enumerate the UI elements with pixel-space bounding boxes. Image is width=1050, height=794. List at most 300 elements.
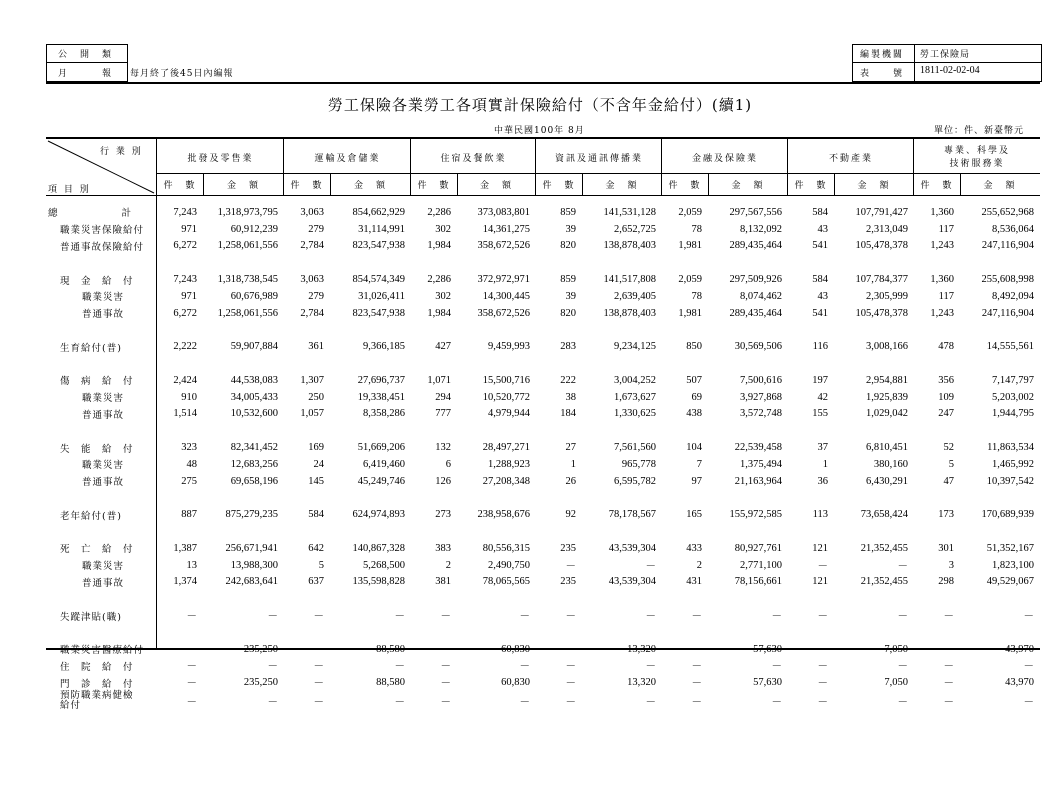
cell-count: 850 [686,341,702,353]
cell-count: 43 [817,223,828,235]
row-label: 門 診 給 付 [60,678,134,690]
cell-count: 2 [445,559,451,571]
cell-amount: 8,132,092 [740,223,782,235]
cell-count: － [817,661,828,673]
table-row [46,204,1040,221]
cell-count: 1,360 [930,206,954,218]
cell-count: 279 [308,223,324,235]
table-row [46,238,1040,255]
table-row [46,439,1040,456]
cell-count: － [565,611,576,623]
cell-count: 642 [308,542,324,554]
cell-count: 69 [691,391,702,403]
cell-amount: 380,160 [873,458,908,470]
cell-count: 507 [686,374,702,386]
spacer-row [46,355,1040,372]
report-date: 中華民國100年 8月 [494,126,585,136]
cell-count: 584 [812,206,828,218]
header-agency-label: 編製機關 [860,50,905,60]
cell-amount: 141,531,128 [603,206,656,218]
cell-amount: 256,671,941 [225,542,278,554]
cell-count: 1,307 [300,374,324,386]
cell-count: 169 [308,442,324,454]
cell-amount: 78,178,567 [608,509,656,521]
cell-count: 637 [308,576,324,588]
cell-amount: 138,878,403 [603,307,656,319]
cell-count: 777 [435,408,451,420]
cell-count: 97 [691,475,702,487]
cell-amount: 6,419,460 [363,458,405,470]
sub-header-amount: 金 額 [983,181,1017,191]
cell-count: 910 [181,391,197,403]
cell-count: 1,374 [173,576,197,588]
cell-count: 109 [938,391,954,403]
cell-count: 132 [435,442,451,454]
cell-amount: 140,867,328 [352,542,405,554]
table-row [46,674,1040,691]
cell-count: 2,059 [678,206,702,218]
cell-amount: 135,598,828 [352,576,405,588]
cell-count: 26 [565,475,576,487]
cell-amount: 1,944,795 [992,408,1034,420]
cell-amount: 7,500,616 [740,374,782,386]
table-row [46,338,1040,355]
spacer-row [46,254,1040,271]
table-row [46,406,1040,423]
page-title: 勞工保險各業勞工各項實計保險給付（不含年金給付）(續1) [327,96,753,114]
cell-amount: － [645,661,656,673]
cell-amount: 373,083,801 [477,206,530,218]
cell-count: 298 [938,576,954,588]
cell-amount: 3,004,252 [614,374,656,386]
cell-amount: 1,258,061,556 [217,307,278,319]
cell-count: － [186,661,197,673]
cell-amount: 854,662,929 [352,206,405,218]
cell-amount: 255,652,968 [981,206,1034,218]
cell-amount: 4,979,944 [488,408,530,420]
industry-header-5: 不動產業 [828,154,873,164]
cell-count: 1,981 [678,240,702,252]
table-row [46,305,1040,322]
cell-count: － [565,560,576,572]
cell-amount: 1,465,992 [992,458,1034,470]
cell-amount: 7,050 [884,643,908,655]
cell-amount: 8,358,286 [363,408,405,420]
cell-amount: 57,630 [753,677,782,689]
sub-header-count: 件 數 [920,181,954,191]
cell-amount: 1,258,061,556 [217,240,278,252]
cell-amount: 1,029,042 [866,408,908,420]
cell-count: 302 [435,290,451,302]
cell-amount: 13,988,300 [230,559,278,571]
cell-count: 1,071 [427,374,451,386]
cell-count: 113 [812,509,828,521]
header-agency-value: 勞工保險局 [920,50,971,60]
data-table [46,204,1040,711]
cell-count: 36 [817,475,828,487]
cell-count: 2,784 [300,307,324,319]
cell-amount: 8,074,462 [740,290,782,302]
cell-count: － [186,678,197,690]
cell-amount: 2,652,725 [614,223,656,235]
cell-amount: － [394,661,405,673]
cell-count: － [313,678,324,690]
cell-amount: 1,375,494 [740,458,782,470]
cell-amount: 60,830 [501,643,530,655]
row-label: 職業災害 [82,561,125,573]
cell-amount: 88,580 [376,677,405,689]
cell-count: 302 [435,223,451,235]
corner-industry-label: 行 業 別 [100,147,143,157]
cell-count: － [691,611,702,623]
cell-amount: 255,608,998 [981,274,1034,286]
cell-count: 78 [691,290,702,302]
cell-amount: 247,116,904 [981,240,1034,252]
cell-count: 39 [565,223,576,235]
cell-count: － [440,611,451,623]
row-label: 普通事故 [82,309,125,321]
row-label: 預防職業病健檢 給付 [60,690,134,712]
cell-count: 971 [181,223,197,235]
cell-amount: 14,300,445 [482,290,530,302]
cell-count: 39 [565,290,576,302]
cell-amount: 44,538,083 [230,374,278,386]
cell-count: 1,057 [300,408,324,420]
cell-amount: － [267,611,278,623]
cell-count: 117 [938,223,954,235]
industry-header-line2: 技術服務業 [949,159,1005,169]
cell-count: 145 [308,475,324,487]
cell-amount: － [645,560,656,572]
cell-count: － [186,644,197,656]
row-label: 傷 病 給 付 [60,376,134,388]
cell-amount: 2,771,100 [740,559,782,571]
cell-count: 52 [943,442,954,454]
cell-count: 222 [560,374,576,386]
cell-count: － [565,696,576,708]
sub-header-count: 件 數 [794,181,828,191]
cell-count: － [440,678,451,690]
row-label: 普通事故保險給付 [60,241,145,253]
row-label: 現 金 給 付 [60,275,134,287]
spacer-row [46,590,1040,607]
table-row [46,607,1040,624]
cell-amount: 7,561,560 [614,442,656,454]
cell-amount: 358,672,526 [477,240,530,252]
cell-amount: 141,517,808 [603,274,656,286]
cell-count: 48 [186,458,197,470]
cell-count: － [943,611,954,623]
cell-amount: 358,672,526 [477,307,530,319]
cell-count: － [691,696,702,708]
cell-count: 356 [938,374,954,386]
cell-count: 1,243 [930,307,954,319]
cell-amount: 1,925,839 [866,391,908,403]
table-subheader-rule [157,173,1040,174]
cell-count: 2,784 [300,240,324,252]
cell-count: － [691,661,702,673]
cell-amount: 105,478,378 [855,240,908,252]
cell-amount: 9,234,125 [614,341,656,353]
table-row [46,372,1040,389]
cell-amount: 372,972,971 [477,274,530,286]
table-row [46,557,1040,574]
cell-amount: 10,520,772 [482,391,530,403]
cell-amount: 59,907,884 [230,341,278,353]
header-left-divider [46,62,128,63]
industry-header-4: 金融及保險業 [691,154,758,164]
cell-amount: 238,958,676 [477,509,530,521]
cell-amount: － [897,611,908,623]
cell-amount: 60,830 [501,677,530,689]
cell-count: 273 [435,509,451,521]
sub-header-count: 件 數 [417,181,451,191]
sub-header-amount: 金 額 [353,181,387,191]
cell-count: 6,272 [173,240,197,252]
sub-header-count: 件 數 [542,181,576,191]
cell-count: 541 [812,240,828,252]
industry-header-6 [914,143,1040,169]
cell-amount: 1,288,923 [488,458,530,470]
cell-amount: 289,435,464 [729,240,782,252]
table-row [46,389,1040,406]
cell-amount: － [519,661,530,673]
spacer-row [46,322,1040,339]
table-row [46,221,1040,238]
sub-header-amount: 金 額 [226,181,260,191]
cell-amount: 73,658,424 [860,509,908,521]
row-label: 失 能 給 付 [60,443,134,455]
cell-amount: 3,008,166 [866,341,908,353]
cell-amount: － [897,661,908,673]
cell-count: － [565,661,576,673]
cell-amount: 1,318,973,795 [217,206,278,218]
header-public-label: 公 開 類 [58,50,114,60]
cell-count: 121 [812,542,828,554]
cell-count: － [313,611,324,623]
cell-amount: 31,026,411 [358,290,405,302]
cell-count: 173 [938,509,954,521]
cell-count: － [440,696,451,708]
cell-amount: 69,658,196 [230,475,278,487]
header-table-no-label: 表 號 [860,69,905,79]
cell-amount: 21,352,455 [860,542,908,554]
table-row [46,540,1040,557]
cell-amount: － [771,661,782,673]
cell-count: 247 [938,408,954,420]
cell-amount: 1,330,625 [614,408,656,420]
cell-amount: 80,556,315 [482,542,530,554]
cell-amount: 170,689,939 [981,509,1034,521]
header-baseline [46,82,1040,84]
header-right-divider [852,62,1042,63]
cell-count: 1,387 [173,542,197,554]
unit-note: 單位：件、新臺幣元 [934,126,1025,136]
cell-amount: 2,313,049 [866,223,908,235]
cell-amount: － [519,611,530,623]
cell-count: 584 [308,509,324,521]
cell-amount: 43,970 [1005,643,1034,655]
header-right-vsep [914,44,915,82]
cell-count: 2,286 [427,274,451,286]
cell-amount: 6,430,291 [866,475,908,487]
industry-header-2: 住宿及餐飲業 [440,154,507,164]
cell-count: 1,360 [930,274,954,286]
row-label: 住 院 給 付 [60,661,134,673]
cell-count: 323 [181,442,197,454]
cell-amount: 43,539,304 [608,576,656,588]
cell-amount: － [394,696,405,708]
cell-count: 971 [181,290,197,302]
sub-header-count: 件 數 [290,181,324,191]
row-label: 職業災害 [82,460,125,472]
cell-count: 116 [812,341,828,353]
cell-amount: 235,250 [243,643,278,655]
cell-count: 1,243 [930,240,954,252]
cell-amount: 31,114,991 [358,223,405,235]
cell-amount: 247,116,904 [981,307,1034,319]
cell-amount: － [771,611,782,623]
cell-count: 92 [565,509,576,521]
cell-count: 7,243 [173,274,197,286]
cell-count: 1,514 [173,408,197,420]
spacer-row [46,490,1040,507]
row-label: 普通事故 [82,577,125,589]
cell-count: 381 [435,576,451,588]
sub-header-amount: 金 額 [731,181,765,191]
cell-count: 2,286 [427,206,451,218]
cell-amount: － [1023,611,1034,623]
cell-count: 431 [686,576,702,588]
cell-count: 43 [817,290,828,302]
cell-count: － [186,611,197,623]
cell-count: 235 [560,576,576,588]
cell-amount: 107,784,377 [855,274,908,286]
cell-amount: 6,595,782 [614,475,656,487]
cell-amount: 965,778 [621,458,656,470]
cell-amount: 3,927,868 [740,391,782,403]
cell-amount: 34,005,433 [230,391,278,403]
cell-count: 859 [560,274,576,286]
table-top-rule [46,137,1040,139]
sub-header-amount: 金 額 [479,181,513,191]
cell-amount: 7,147,797 [992,374,1034,386]
cell-amount: 30,569,506 [734,341,782,353]
spacer-row [46,624,1040,641]
cell-count: 250 [308,391,324,403]
cell-count: 279 [308,290,324,302]
cell-count: 2,424 [173,374,197,386]
cell-count: 1,984 [427,307,451,319]
cell-count: － [943,696,954,708]
cell-count: － [313,661,324,673]
cell-count: 887 [181,509,197,521]
row-label: 死 亡 給 付 [60,544,134,556]
header-compile-note: 每月終了後45日內編報 [130,69,234,79]
cell-count: 2,222 [173,341,197,353]
cell-amount: 57,630 [753,643,782,655]
cell-count: 3,063 [300,206,324,218]
cell-count: 197 [812,374,828,386]
cell-amount: 49,529,067 [986,576,1034,588]
cell-count: － [440,644,451,656]
cell-count: 42 [817,391,828,403]
cell-amount: 8,492,094 [992,290,1034,302]
cell-amount: 43,539,304 [608,542,656,554]
spacer-row [46,523,1040,540]
cell-amount: － [1023,661,1034,673]
cell-count: 361 [308,341,324,353]
cell-amount: 1,673,627 [614,391,656,403]
cell-amount: 13,320 [627,643,656,655]
cell-count: 820 [560,240,576,252]
cell-amount: 14,361,275 [482,223,530,235]
cell-amount: 2,954,881 [866,374,908,386]
row-label: 普通事故 [82,409,125,421]
cell-count: － [565,678,576,690]
cell-count: － [817,560,828,572]
cell-count: 383 [435,542,451,554]
cell-amount: 28,497,271 [482,442,530,454]
table-row [46,288,1040,305]
row-label: 職業災害保險給付 [60,225,145,237]
cell-count: － [313,696,324,708]
table-row [46,473,1040,490]
cell-amount: － [1023,696,1034,708]
sub-header-amount: 金 額 [605,181,639,191]
cell-amount: 138,878,403 [603,240,656,252]
row-label: 失蹤津貼(職) [60,611,122,623]
cell-count: － [817,696,828,708]
table-row [46,271,1040,288]
cell-amount: 7,050 [884,677,908,689]
cell-amount: 107,791,427 [855,206,908,218]
cell-count: 478 [938,341,954,353]
cell-count: 7 [696,458,702,470]
sub-header-amount: 金 額 [857,181,891,191]
cell-count: 283 [560,341,576,353]
cell-count: 235 [560,542,576,554]
cell-count: 5 [318,559,324,571]
table-row [46,506,1040,523]
cell-amount: 2,639,405 [614,290,656,302]
cell-count: － [186,696,197,708]
cell-amount: 155,972,585 [729,509,782,521]
cell-count: 433 [686,542,702,554]
cell-count: 859 [560,206,576,218]
corner-item-label: 項 目 別 [48,185,91,195]
cell-count: 38 [565,391,576,403]
cell-count: 541 [812,307,828,319]
cell-count: 3,063 [300,274,324,286]
cell-amount: 51,669,206 [357,442,405,454]
cell-amount: 242,683,641 [225,576,278,588]
cell-amount: 21,352,455 [860,576,908,588]
cell-amount: 823,547,938 [352,307,405,319]
cell-count: 427 [435,341,451,353]
cell-amount: 1,318,738,545 [217,274,278,286]
cell-count: 438 [686,408,702,420]
cell-count: 155 [812,408,828,420]
cell-amount: 60,676,989 [230,290,278,302]
cell-amount: 10,532,600 [230,408,278,420]
cell-count: 37 [817,442,828,454]
cell-count: － [817,611,828,623]
cell-amount: 2,490,750 [488,559,530,571]
table-row [46,574,1040,591]
cell-amount: 297,567,556 [729,206,782,218]
cell-amount: 78,156,661 [734,576,782,588]
